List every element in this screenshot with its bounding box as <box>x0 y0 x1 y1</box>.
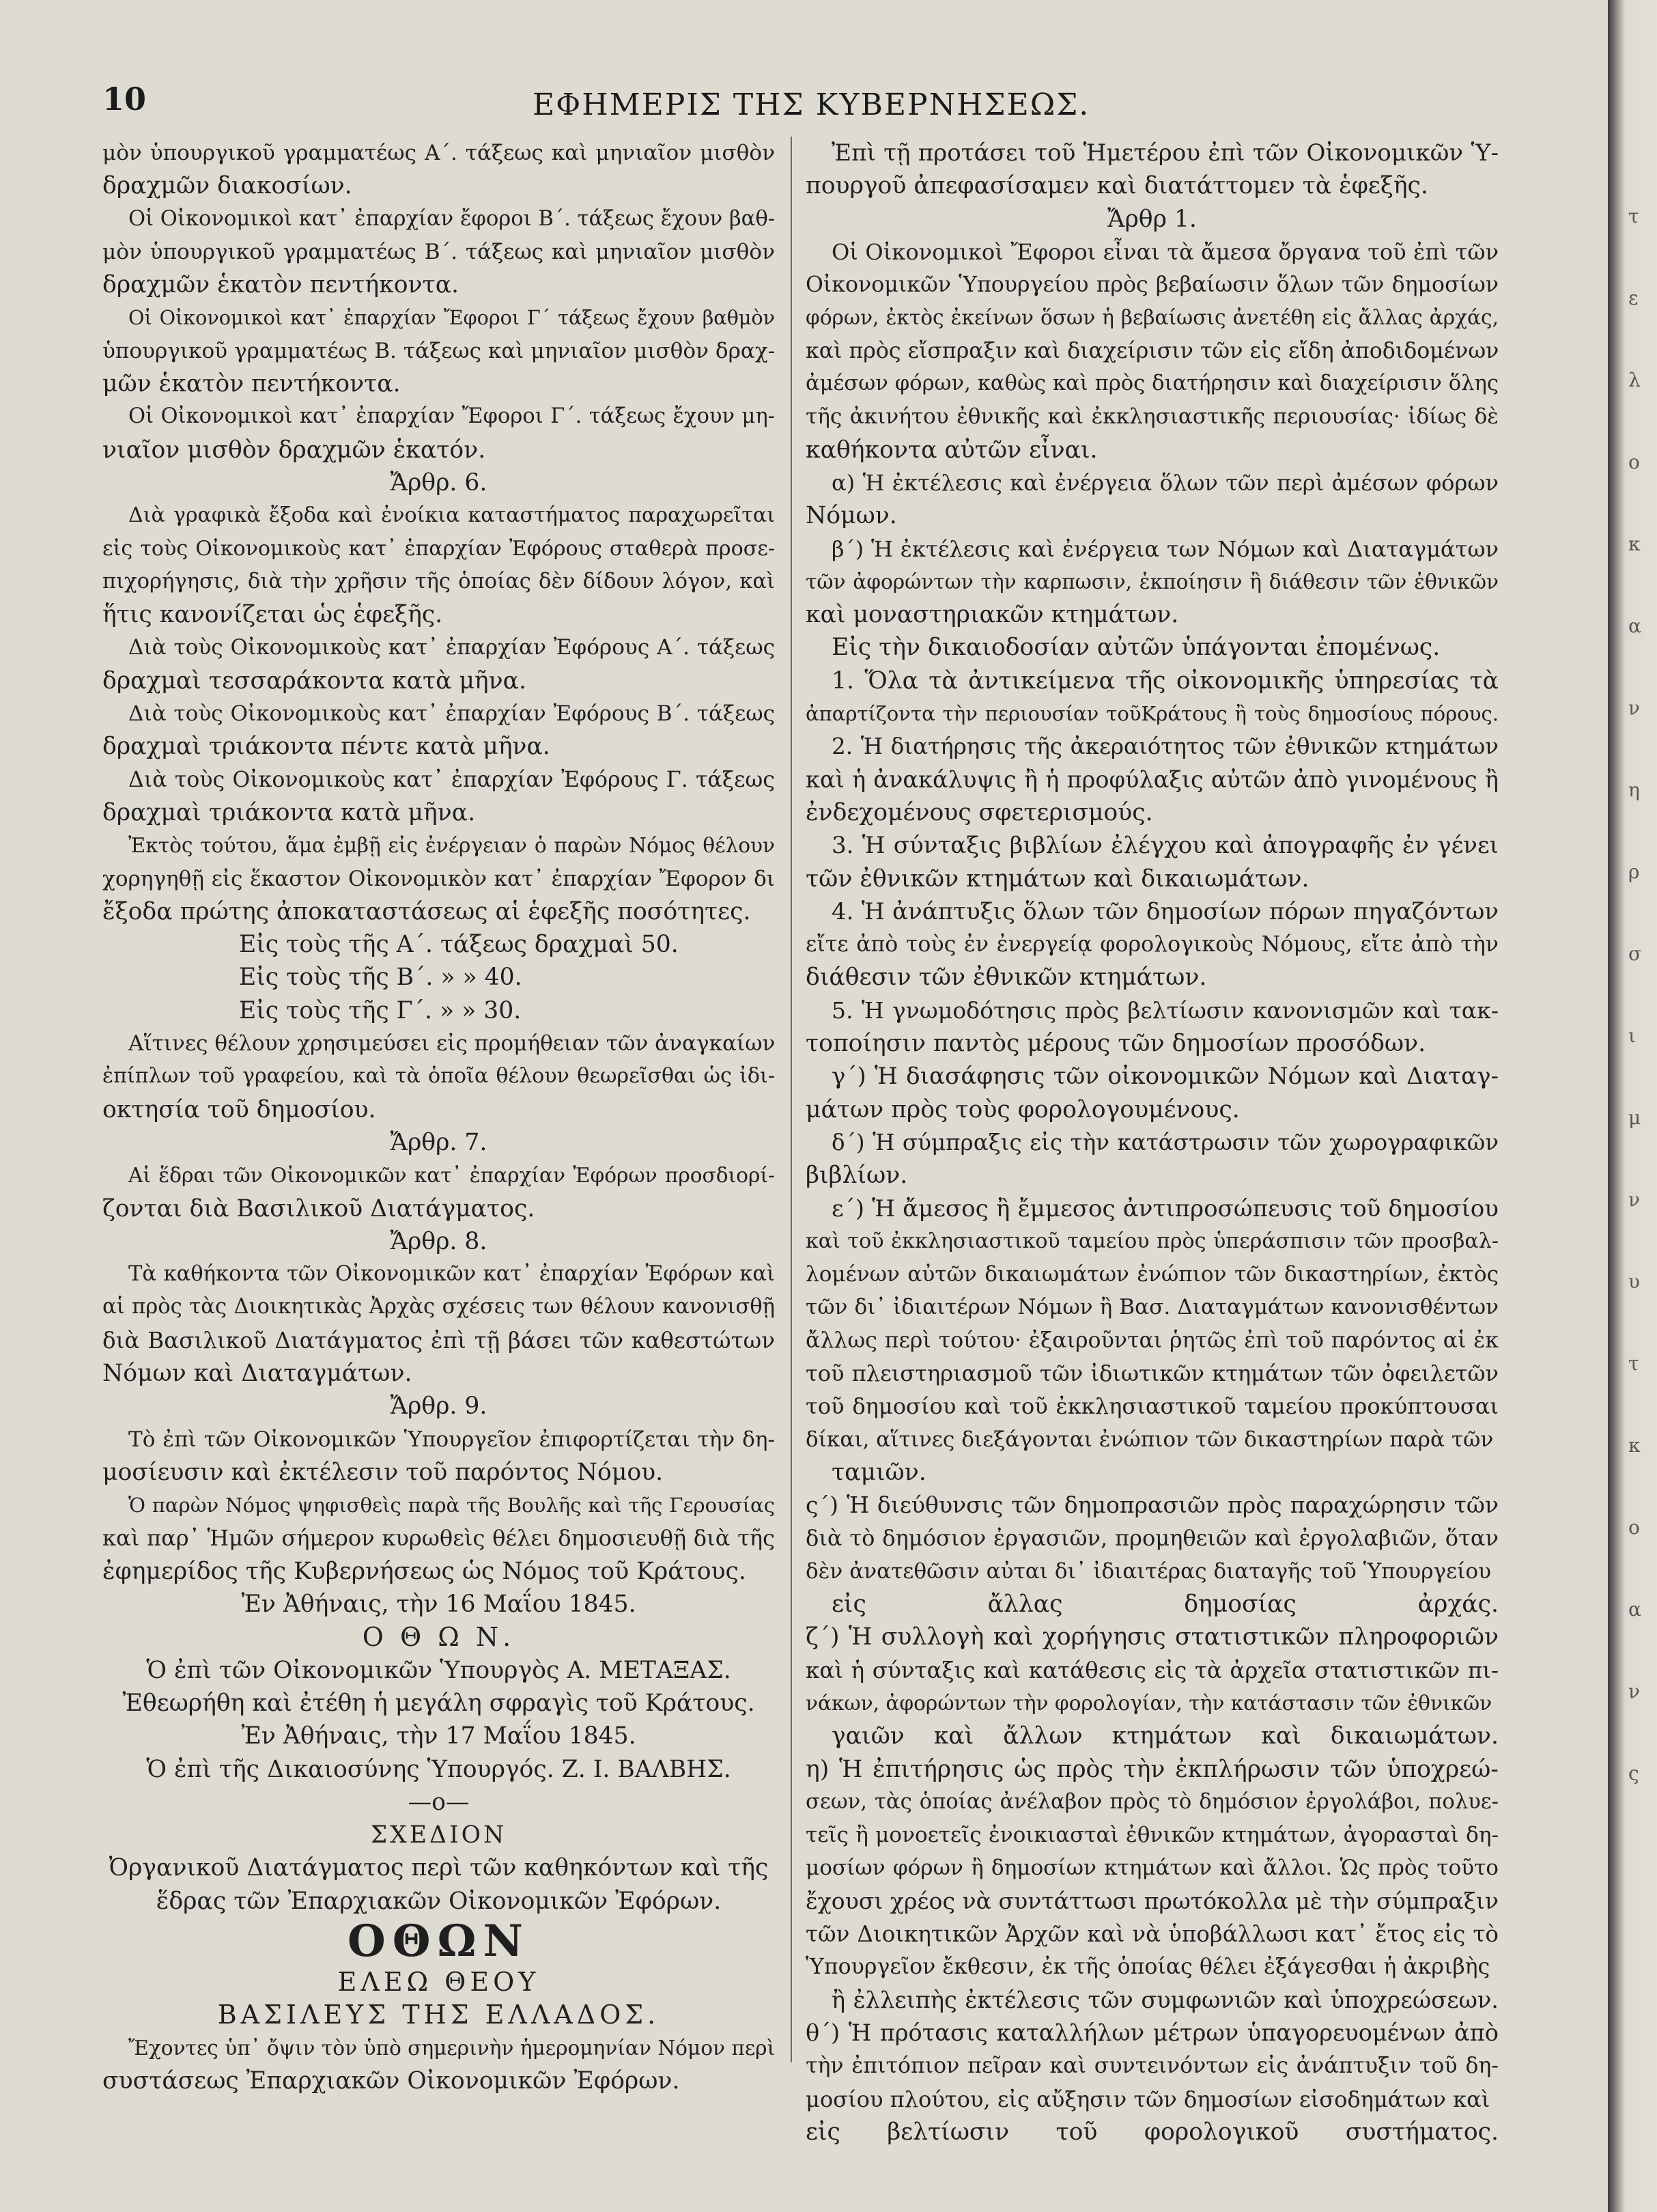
text-line: Τὸ ἐπὶ τῶν Οἰκονομικῶν Ὑπουργεῖον ἐπιφορτίζεται τὴν δη- <box>128 1427 775 1452</box>
text-line: καὶ ἡ σύνταξις καὶ κατάθεσις εἰς τὰ ἀρχεῖα στατιστικῶν πι- <box>806 1657 1499 1683</box>
text-line: γ΄) Ἡ διασάφησις τῶν οἰκονομικῶν Νόμων καὶ Διαταγ- <box>832 1063 1499 1091</box>
text-line: εἰς βελτίωσιν τοῦ φορολογικοῦ συστήματος. <box>806 2118 1499 2146</box>
text-line: καθήκοντα αὐτῶν εἶναι. <box>806 436 1098 464</box>
text-line: γαιῶν καὶ ἄλλων κτημάτων καὶ δικαιωμάτων. <box>832 1722 1499 1750</box>
text-line: ΒΑΣΙΛΕΥΣ ΤΗΣ ΕΛΛΑΔΟΣ. <box>217 2000 660 2030</box>
text-line: ε΄) Ἡ ἄμεσος ἢ ἔμμεσος ἀντιπροσώπευσις τοῦ δημοσίου <box>832 1194 1499 1222</box>
text-line: δὲν ἀνατεθῶσιν αὐται δι᾽ ἰδιαιτέρας διαταγῆς τοῦ Ὑπουργείου <box>806 1558 1491 1584</box>
text-line: Οἱ Οἰκονομικοὶ κατ᾽ ἐπαρχίαν Ἔφοροι Γ΄ τάξεως ἔχουν βαθμὸν <box>128 306 775 330</box>
text-line: Διὰ τοὺς Οἰκονομικοὺς κατ᾽ ἐπαρχίαν Ἐφόρους Γ. τάξεως <box>128 767 775 792</box>
text-line: ταμιῶν. <box>832 1458 926 1486</box>
text-line: Ἄρθρ. 7. <box>390 1128 487 1156</box>
edge-glyph: τ <box>1628 1352 1639 1375</box>
text-line: μοσίευσιν καὶ ἐκτέλεσιν τοῦ παρόντος Νόμου. <box>102 1458 664 1486</box>
text-line: ἔχουσι χρέος νὰ συντάττωσι πρωτόκολλα μὲ τὴν σύμπραξιν <box>806 1887 1499 1914</box>
edge-glyph: κ <box>1628 1434 1641 1457</box>
text-line: ἀπαρτίζοντα τὴν περιουσίαν τοῦΚράτους ἢ τοὺς δημοσίους πόρους. <box>806 702 1499 726</box>
adjacent-page-edge <box>1608 0 1657 2212</box>
edge-glyph: κ <box>1628 533 1641 555</box>
text-line: τῶν ἀφορώντων τὴν καρπωσιν, ἐκποίησιν ἢ διάθεσιν τῶν ἐθνικῶν <box>806 570 1499 593</box>
text-line: 4. Ἡ ἀνάπτυξις ὅλων τῶν δημοσίων πόρων πηγαζόντων <box>832 897 1499 925</box>
edge-glyph: τ <box>1628 205 1639 227</box>
text-line: εἴτε ἀπὸ τοὺς ἐν ἐνεργείᾳ φορολογικοὺς Νόμους, εἴτε ἀπὸ τὴν <box>806 932 1499 957</box>
text-line: τῆς ἀκινήτου ἐθνικῆς καὶ ἐκκλησιαστικῆς περιουσίας· ἰδίως δὲ <box>806 404 1499 430</box>
text-line: Οἰκονομικῶν Ὑπουργείου πρὸς βεβαίωσιν ὅλων τῶν δημοσίων <box>806 272 1499 298</box>
text-line: Εἰς τοὺς τῆς Α΄. τάξεως δραχμαὶ 50. <box>239 931 679 959</box>
text-line: εἰς ἄλλας δημοσίας ἀρχάς. <box>832 1591 1499 1619</box>
edge-glyph: α <box>1628 1598 1641 1621</box>
text-line: διὰ τὸ δημόσιον ἐργασιῶν, προμηθειῶν καὶ ἐργολαβιῶν, ὅταν <box>806 1525 1499 1552</box>
text-line: 3. Ἡ σύνταξις βιβλίων ἐλέγχου καὶ ἀπογραφῆς ἐν γένει <box>832 832 1499 860</box>
text-line: καὶ ἡ ἀνακάλυψις ἢ ἡ προφύλαξις αὐτῶν ἀπὸ γινομένους ἢ <box>806 766 1499 793</box>
text-line: β΄) Ἡ ἐκτέλεσις καὶ ἐνέργεια των Νόμων καὶ Διαταγμάτων <box>832 535 1499 562</box>
edge-glyph: ν <box>1628 1188 1641 1211</box>
text-line: ἢ ἐλλειπὴς ἐκτέλεσις τῶν συμφωνιῶν καὶ ὑποχρεώσεων. <box>832 1986 1499 2013</box>
text-line: τῶν δι᾽ ἰδιαιτέρων Νόμων ἢ Βασ. Διαταγμάτων κανονισθέντων <box>806 1295 1499 1320</box>
text-line: τοποίησιν παντὸς μέρους τῶν δημοσίων προσόδων. <box>806 1030 1426 1058</box>
text-line: χορηγηθῇ εἰς ἕκαστον Οἰκονομικὸν κατ᾽ ἐπαρχίαν Ἔφορον δι <box>102 866 775 891</box>
text-line: δραχμῶν ἑκατὸν πεντήκοντα. <box>102 271 459 299</box>
text-line: μὸν ὑπουργικοῦ γραμματέως Α΄. τάξεως καὶ μηνιαῖον μισθὸν <box>102 141 775 165</box>
edge-glyph: ο <box>1628 451 1640 473</box>
edge-glyph: λ <box>1628 369 1641 391</box>
text-line: δ΄) Ἡ σύμπραξις εἰς τὴν κατάστρωσιν τῶν χωρογραφικῶν <box>832 1129 1499 1156</box>
text-line: δραχμαὶ τεσσαράκοντα κατὰ μῆνα. <box>102 667 527 695</box>
text-line: λομένων αὐτῶν δικαιωμάτων ἐνώπιον τῶν δικαστηρίων, ἐκτὸς <box>806 1262 1499 1287</box>
column-divider <box>791 137 792 2062</box>
text-line: τὴν ἐπιτόπιον πεῖραν καὶ συντεινόντων εἰς ἀνάπτυξιν τοῦ δη- <box>806 2054 1499 2079</box>
text-line: ἐπίπλων τοῦ γραφείου, καὶ τὰ ὁποῖα θέλουν θεωρεῖσθαι ὡς ἰδι- <box>102 1064 775 1089</box>
edge-glyph: ν <box>1628 697 1641 719</box>
edge-glyph: η <box>1628 779 1640 801</box>
right-column <box>806 137 1499 2148</box>
text-line: πουργοῦ ἀπεφασίσαμεν καὶ διατάττομεν τὰ ἑφεξῆς. <box>806 172 1428 200</box>
left-column <box>102 137 775 2097</box>
text-line: νιαῖον μισθὸν δραχμῶν ἑκατόν. <box>102 436 486 464</box>
text-line: αἱ πρὸς τὰς Διοικητικὰς Ἀρχὰς σχέσεις των θέλουν κανονισθῇ <box>102 1295 775 1319</box>
text-line: τῶν Διοικητικῶν Ἀρχῶν καὶ νὰ ὑποβάλλωσι κατ᾽ ἔτος εἰς τὸ <box>806 1921 1499 1948</box>
text-line: Τὰ καθήκοντα τῶν Οἰκονομικῶν κατ᾽ ἐπαρχίαν Ἐφόρων καὶ <box>128 1262 775 1287</box>
edge-glyph: ς <box>1628 1762 1639 1784</box>
text-line: ΕΛΕΩ ΘΕΟΥ <box>337 1967 540 1998</box>
edge-glyph: α <box>1628 615 1641 637</box>
edge-glyph: ρ <box>1628 860 1640 883</box>
text-line: βιβλίων. <box>806 1162 908 1190</box>
edge-glyph: ε <box>1628 287 1639 309</box>
text-line: τοῦ πλειστηριασμοῦ τῶν ἰδιωτικῶν κτημάτων τῶν ὀφειλετῶν <box>806 1360 1499 1386</box>
text-line: Ἄρθρ. 8. <box>390 1227 487 1255</box>
text-line: πιχορήγησις, διὰ τὴν χρῆσιν τῆς ὁποίας δὲν δίδουν λόγον, καὶ <box>102 569 775 593</box>
text-line: ζ΄) Ἡ συλλογὴ καὶ χορήγησις στατιστικῶν πληροφοριῶν <box>806 1623 1499 1651</box>
edge-glyph: ο <box>1628 1516 1640 1539</box>
text-line: ἔξοδα πρώτης ἀποκαταστάσεως αἱ ἑφεξῆς ποσότητες. <box>102 897 751 925</box>
text-line: Ὁ ἐπὶ τῆς Δικαιοσύνης Ὑπουργός. Ζ. Ι. ΒΑΛΒΗΣ. <box>146 1755 731 1783</box>
text-line: Ἐθεωρήθη καὶ ἐτέθη ἡ μεγάλη σφραγὶς τοῦ Κράτους. <box>122 1689 755 1717</box>
text-line: ἐνδεχομένους σφετερισμούς. <box>806 798 1153 826</box>
text-line: Ἔχοντες ὑπ᾽ ὄψιν τὸν ὑπὸ σημερινὴν ἡμερομηνίαν Νόμον περὶ <box>128 2036 776 2060</box>
text-line: ΣΧΕΔΙΟΝ <box>370 1821 507 1849</box>
text-line: Οἱ Οἰκονομικοὶ Ἔφοροι εἶναι τὰ ἄμεσα ὄργανα τοῦ ἐπὶ τῶν <box>832 238 1499 265</box>
text-line: Ἐν Ἀθήναις, τὴν 16 Μαΐου 1845. <box>241 1591 636 1619</box>
text-line: καὶ μοναστηριακῶν κτημάτων. <box>806 601 1179 629</box>
text-line: Αἵτινες θέλουν χρησιμεύσει εἰς προμήθειαν τῶν ἀναγκαίων <box>128 1031 776 1056</box>
text-line: οκτησία τοῦ δημοσίου. <box>102 1095 376 1123</box>
text-line: Ο Θ Ω Ν. <box>362 1622 515 1653</box>
text-line: 1. Ὅλα τὰ ἀντικείμενα τῆς οἰκονομικῆς ὑπηρεσίας τὰ <box>832 667 1499 695</box>
text-line: 5. Ἡ γνωμοδότησις πρὸς βελτίωσιν κανονισμῶν καὶ τακ- <box>832 996 1499 1024</box>
text-line: Ὑπουργεῖον ἔκθεσιν, ἐκ τῆς ὁποίας θέλει ἐξάγεσθαι ἡ ἀκριβὴς <box>806 1955 1490 1980</box>
page-number: 10 <box>102 81 147 117</box>
text-line: Διὰ τοὺς Οἰκονομικοὺς κατ᾽ ἐπαρχίαν Ἐφόρους Α΄. τάξεως <box>128 635 775 660</box>
text-line: τῶν ἐθνικῶν κτημάτων καὶ δικαιωμάτων. <box>806 865 1309 893</box>
text-line: Ἄρθρ. 6. <box>390 468 487 496</box>
text-line: ἥτις κανονίζεται ὡς ἑφεξῆς. <box>102 601 443 629</box>
text-line: ς΄) Ἡ διεύθυνσις τῶν δημοπρασιῶν πρὸς παραχώρησιν τῶν <box>806 1492 1499 1519</box>
text-line: καὶ τοῦ ἐκκλησιαστικοῦ ταμείου πρὸς ὑπεράσπισιν τῶν προσβαλ- <box>806 1229 1499 1253</box>
text-line: Ὁ ἐπὶ τῶν Οἰκονομικῶν Ὑπουργὸς Α. ΜΕΤΑΞΑΣ. <box>146 1656 731 1684</box>
text-line: Ἐν Ἀθήναις, τὴν 17 Μαΐου 1845. <box>241 1722 636 1750</box>
text-line: Ἐκτὸς τούτου, ἅμα ἐμβῇ εἰς ἐνέργειαν ὁ παρὼν Νόμος θέλουν <box>128 834 775 858</box>
text-line: Ἄρθρ. 9. <box>390 1392 487 1420</box>
text-line: μοσίου πλούτου, εἰς αὔξησιν τῶν δημοσίων εἰσοδημάτων καὶ <box>806 2086 1490 2112</box>
edge-glyph: ν <box>1628 1680 1641 1703</box>
text-line: δραχμαὶ τριάκοντα κατὰ μῆνα. <box>102 798 476 826</box>
edge-glyph: ι <box>1628 1024 1636 1047</box>
text-line: ἄλλως περὶ τούτου· ἐξαιροῦνται ῥητῶς ἐπὶ τοῦ παρόντος αἱ ἐκ <box>806 1328 1499 1353</box>
text-line: Ἐπὶ τῇ προτάσει τοῦ Ἡμετέρου ἐπὶ τῶν Οἰκονομικῶν Ὑ- <box>832 139 1499 167</box>
text-line: μῶν ἑκατὸν πεντήκοντα. <box>102 370 401 398</box>
text-line: ζονται διὰ Βασιλικοῦ Διατάγματος. <box>102 1194 535 1222</box>
text-line: —ο— <box>408 1788 470 1816</box>
text-line: Νόμων καὶ Διαταγμάτων. <box>102 1359 412 1387</box>
text-line: μὸν ὑπουργικοῦ γραμματέως Β΄. τάξεως καὶ μηνιαῖον μισθὸν <box>102 239 775 264</box>
text-line: α) Ἡ ἐκτέλεσις καὶ ἐνέργεια ὅλων τῶν περὶ ἀμέσων φόρων <box>832 469 1499 496</box>
text-line: μοσίων φόρων ἢ δημοσίων κτημάτων καὶ ἄλλοι. Ὡς πρὸς τοῦτο <box>806 1856 1499 1881</box>
text-line: Αἱ ἕδραι τῶν Οἰκονομικῶν κατ᾽ ἐπαρχίαν Ἐφόρων προσδιορί- <box>128 1164 775 1188</box>
text-line: δραχμῶν διακοσίων. <box>102 172 352 200</box>
text-line: Εἰς τοὺς τῆς Β΄. » » 40. <box>239 964 522 992</box>
text-line: διὰ Βασιλικοῦ Διατάγματος ἐπὶ τῇ βάσει τῶν καθεστώτων <box>102 1327 775 1354</box>
running-title: ΕΦΗΜΕΡΙΣ ΤΗΣ ΚΥΒΕΡΝΗΣΕΩΣ. <box>533 87 1090 122</box>
text-line: δραχμαὶ τριάκοντα πέντε κατὰ μῆνα. <box>102 733 550 761</box>
text-line: τεῖς ἢ μονοετεῖς ἐνοικιασταὶ ἐθνικῶν κτημάτων, ἀγορασταὶ δη- <box>806 1823 1499 1848</box>
text-line: ΟΘΩΝ <box>348 1916 530 1968</box>
text-line: Διὰ γραφικὰ ἔξοδα καὶ ἐνοίκια καταστήματος παραχωρεῖται <box>128 503 775 528</box>
text-line: νάκων, ἀφορώντων τὴν φορολογίαν, τὴν κατάστασιν τῶν ἐθνικῶν <box>806 1691 1492 1715</box>
text-line: Νόμων. <box>806 502 897 530</box>
text-line: Εἰς τὴν δικαιοδοσίαν αὐτῶν ὑπάγονται ἐπομένως. <box>832 634 1441 662</box>
text-line: φόρων, ἐκτὸς ἐκείνων ὅσων ἡ βεβαίωσις ἀνετέθη εἰς ἄλλας ἀρχάς, <box>806 306 1499 330</box>
text-line: Ὀργανικοῦ Διατάγματος περὶ τῶν καθηκόντων καὶ τῆς <box>109 1854 769 1882</box>
text-line: ἐφημερίδος τῆς Κυβερνήσεως ὡς Νόμος τοῦ Κράτους. <box>102 1557 746 1585</box>
text-line: Οἱ Οἰκονομικοὶ κατ᾽ ἐπαρχίαν ἔφοροι Β΄. τάξεως ἔχουν βαθ- <box>128 206 776 231</box>
text-line: καὶ πρὸς εἴσπραξιν καὶ διαχείρισιν τῶν εἰς εἴδη ἀποδιδομένων <box>806 338 1499 363</box>
text-line: μάτων πρὸς τοὺς φορολογουμένους. <box>806 1095 1240 1123</box>
text-line: ὑπουργικοῦ γραμματέως Β. τάξεως καὶ μηνιαῖον μισθὸν δραχ- <box>102 338 776 363</box>
text-line: δίκαι, αἵτινες διεξάγονται ἐνώπιον τῶν δικαστηρίων παρὰ τῶν <box>806 1427 1494 1452</box>
text-line: εἰς τοὺς Οἰκονομικοὺς κατ᾽ ἐπαρχίαν Ἐφόρους σταθερὰ προσε- <box>102 536 775 561</box>
edge-glyph: υ <box>1628 1270 1641 1293</box>
text-line: Εἰς τοὺς τῆς Γ΄. » » 30. <box>239 996 522 1024</box>
text-line: καὶ παρ᾽ Ἡμῶν σήμερον κυρωθεὶς θέλει δημοσιευθῇ διὰ τῆς <box>102 1525 775 1552</box>
text-line: 2. Ἡ διατήρησις τῆς ἀκεραιότητος τῶν ἐθνικῶν κτημάτων <box>832 733 1499 760</box>
text-line: θ΄) Ἡ πρότασις καταλλήλων μέτρων ὑπαγορευομένων ἀπὸ <box>806 2019 1499 2046</box>
text-line: ἕδρας τῶν Ἐπαρχιακῶν Οἰκονομικῶν Ἐφόρων. <box>156 1887 722 1915</box>
text-line: Ὁ παρὼν Νόμος ψηφισθεὶς παρὰ τῆς Βουλῆς καὶ τῆς Γερουσίας <box>128 1494 775 1517</box>
text-line: σεων, τὰς ὁποίας ἀνέλαβον πρὸς τὸ δημόσιον ἐργολάβοι, πολυε- <box>806 1789 1499 1814</box>
edge-glyph: μ <box>1628 1106 1641 1129</box>
edge-glyph: σ <box>1628 942 1642 965</box>
text-line: Διὰ τοὺς Οἰκονομικοὺς κατ᾽ ἐπαρχίαν Ἐφόρους Β΄. τάξεως <box>128 701 775 727</box>
text-line: Ἄρθρ 1. <box>1107 205 1197 233</box>
text-line: συστάσεως Ἐπαρχιακῶν Οἰκονομικῶν Ἐφόρων. <box>102 2067 680 2095</box>
text-line: η) Ἡ ἐπιτήρησις ὡς πρὸς τὴν ἐκπλήρωσιν τῶν ὑποχρεώ- <box>806 1755 1499 1783</box>
text-line: ἀμέσων φόρων, καθὼς καὶ πρὸς διατήρησιν καὶ διαχείρισιν ὅλης <box>806 372 1499 396</box>
text-line: διάθεσιν τῶν ἐθνικῶν κτημάτων. <box>806 964 1207 992</box>
text-line: Οἱ Οἰκονομικοὶ κατ᾽ ἐπαρχίαν Ἔφοροι Γ΄. τάξεως ἔχουν μη- <box>128 404 775 429</box>
text-line: τοῦ δημοσίου καὶ τοῦ ἐκκλησιαστικοῦ ταμείου προκύπτουσαι <box>806 1393 1499 1420</box>
